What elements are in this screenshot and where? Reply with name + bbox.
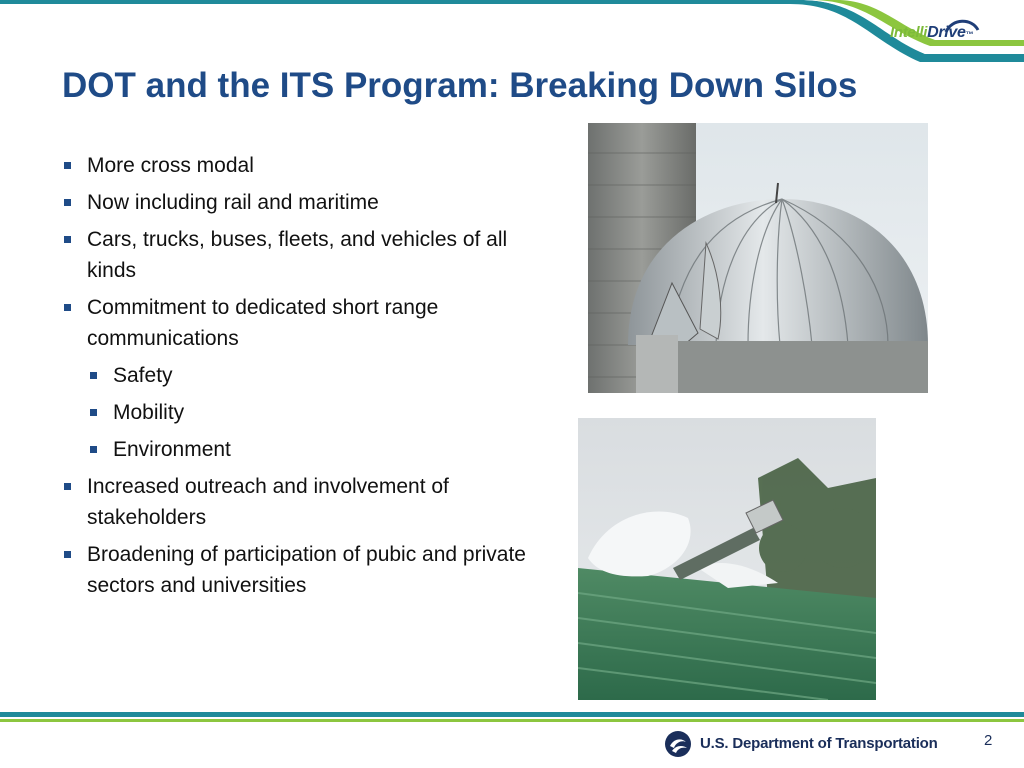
bullet-square-icon xyxy=(64,304,71,311)
bullet-item xyxy=(62,150,562,181)
bullet-text: Broadening of participation of pubic and private sectors and universities xyxy=(87,543,526,597)
sub-bullet-item xyxy=(62,360,562,391)
snowy-roof-photo xyxy=(578,418,876,700)
footer-divider xyxy=(0,712,1024,724)
agency-name: U.S. Department of Transportation xyxy=(700,735,938,752)
usdot-logo xyxy=(664,730,964,760)
bullet-square-icon xyxy=(64,551,71,558)
bullet-square-icon xyxy=(64,162,71,169)
bullet-square-icon xyxy=(64,199,71,206)
bullet-text: Cars, trucks, buses, fleets, and vehicles of all kinds xyxy=(87,228,508,282)
bullet-text: Commitment to dedicated short range communications xyxy=(87,296,439,350)
bullet-text: Mobility xyxy=(113,401,185,424)
bullet-item xyxy=(62,539,562,601)
bullet-square-icon xyxy=(90,372,97,379)
logo-drive-text: Drive xyxy=(927,24,966,41)
bullet-item xyxy=(62,224,562,286)
logo-trademark: ™ xyxy=(965,30,974,39)
bullet-text: Safety xyxy=(113,364,173,387)
bullet-item xyxy=(62,187,562,218)
bullet-item xyxy=(62,471,562,533)
bullet-list xyxy=(62,150,562,607)
bullet-item xyxy=(62,292,562,354)
page-number: 2 xyxy=(984,732,993,749)
header-swoosh xyxy=(0,0,1024,70)
usdot-seal-icon xyxy=(664,730,692,758)
bullet-text: Environment xyxy=(113,438,231,461)
bullet-text: More cross modal xyxy=(87,154,254,177)
logo-intelli-text: Intelli xyxy=(890,24,928,41)
bullet-square-icon xyxy=(64,483,71,490)
bullet-text: Now including rail and maritime xyxy=(87,191,379,214)
intellidrive-logo xyxy=(890,16,990,60)
bullet-text: Increased outreach and involvement of stakeholders xyxy=(87,475,449,529)
sub-bullet-item xyxy=(62,434,562,465)
logo-arc-icon xyxy=(942,16,982,34)
bullet-square-icon xyxy=(64,236,71,243)
sub-bullet-item xyxy=(62,397,562,428)
silo-dome-photo xyxy=(588,123,928,393)
slide-title: DOT and the ITS Program: Breaking Down Silos xyxy=(62,66,858,105)
bullet-square-icon xyxy=(90,446,97,453)
bullet-square-icon xyxy=(90,409,97,416)
